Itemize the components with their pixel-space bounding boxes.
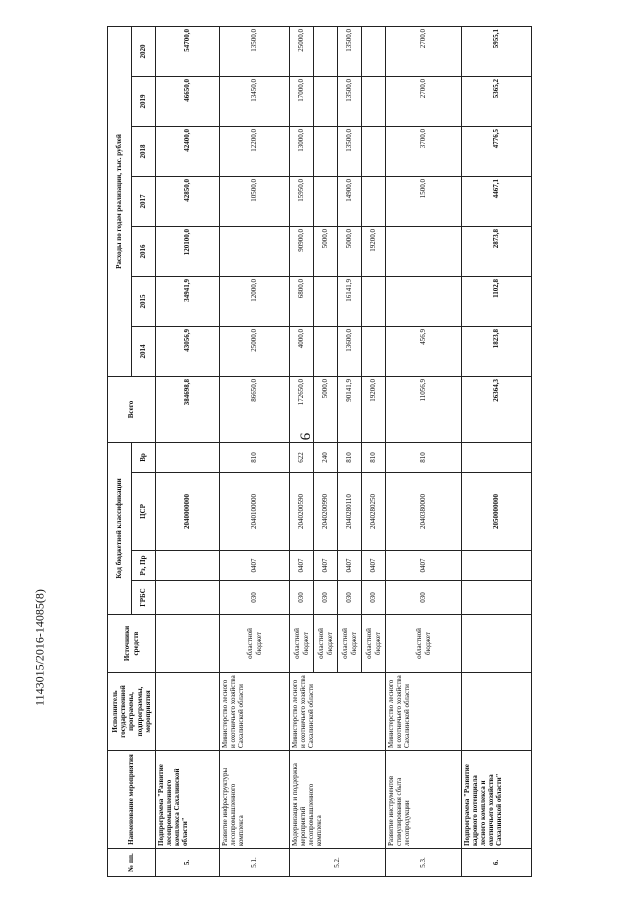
row-year-value (314, 26, 338, 76)
row-year-value (314, 76, 338, 126)
table-row (386, 26, 462, 876)
row-num: 5. (156, 849, 220, 877)
row-rzpr (462, 551, 532, 581)
row-year-value: 6800,0 (290, 276, 314, 326)
row-year-value: 25000,0 (290, 26, 314, 76)
row-year-value: 16141,9 (338, 276, 362, 326)
row-csr: 2040280110 (338, 473, 362, 551)
row-year-value (314, 276, 338, 326)
row-year-value: 13500,0 (338, 76, 362, 126)
row-year-value: 13000,0 (290, 126, 314, 176)
row-executor (462, 673, 532, 751)
header-year: 2015 (132, 276, 156, 326)
row-year-value: 14900,0 (338, 176, 362, 226)
row-rzpr: 0407 (220, 551, 290, 581)
row-year-value: 13500,0 (220, 26, 290, 76)
row-total: 86650,0 (220, 376, 290, 442)
row-year-value: 5365,2 (462, 76, 532, 126)
row-year-value: 13500,0 (338, 26, 362, 76)
row-source: областной бюджет (290, 615, 314, 673)
row-year-value (314, 176, 338, 226)
row-vr: 810 (362, 442, 386, 472)
header-year: 2016 (132, 226, 156, 276)
row-year-value: 5955,1 (462, 26, 532, 76)
row-rzpr: 0407 (338, 551, 362, 581)
row-rzpr: 0407 (314, 551, 338, 581)
row-source: областной бюджет (386, 615, 462, 673)
row-year-value (362, 276, 386, 326)
row-executor: Министерство лесного и охотничьего хозяйства Сахалинской области (290, 673, 386, 751)
row-total: 172650,0 (290, 376, 314, 442)
row-year-value: 3700,0 (386, 126, 462, 176)
row-grbs: 030 (314, 581, 338, 615)
row-name: Развитие инструментов стимулирования сбыта лесопродукции (386, 751, 462, 849)
row-csr: 2040280250 (362, 473, 386, 551)
row-year-value: 42400,0 (156, 126, 220, 176)
row-executor (156, 673, 220, 751)
row-year-value: 90900,0 (290, 226, 314, 276)
table-row (156, 26, 220, 876)
row-name: Подпрограмма "Развитие кадрового потенциала лесного комплекса и охотничьего хозяйства Сахалинской области" (462, 751, 532, 849)
header-year: 2014 (132, 326, 156, 376)
row-year-value: 10500,0 (220, 176, 290, 226)
row-year-value (362, 326, 386, 376)
row-year-value (362, 176, 386, 226)
row-csr: 2040100000 (220, 473, 290, 551)
row-csr: 2040200590 (290, 473, 314, 551)
row-grbs: 030 (386, 581, 462, 615)
row-year-value: 120100,0 (156, 226, 220, 276)
row-vr (462, 442, 532, 472)
row-vr: 810 (338, 442, 362, 472)
row-vr: 622 (290, 442, 314, 472)
budget-table (107, 26, 532, 877)
row-vr (156, 442, 220, 472)
header-executor: Исполнитель государственной программы, подпрограммы, мероприятия (108, 673, 156, 751)
header-num: № пп. (108, 849, 156, 877)
row-source: областной бюджет (362, 615, 386, 673)
row-source (462, 615, 532, 673)
row-grbs (156, 581, 220, 615)
header-name: Наименование мероприятия (108, 751, 156, 849)
row-num: 6. (462, 849, 532, 877)
row-year-value: 456,9 (386, 326, 462, 376)
row-year-value: 13500,0 (338, 126, 362, 176)
row-year-value (386, 276, 462, 326)
row-grbs: 030 (362, 581, 386, 615)
row-year-value: 46650,0 (156, 76, 220, 126)
row-year-value: 13450,0 (220, 76, 290, 126)
row-year-value: 54700,0 (156, 26, 220, 76)
row-grbs: 030 (338, 581, 362, 615)
row-csr: 2050000000 (462, 473, 532, 551)
row-csr: 2040000000 (156, 473, 220, 551)
row-num: 5.3. (386, 849, 462, 877)
row-year-value (362, 26, 386, 76)
row-num: 5.1. (220, 849, 290, 877)
row-year-value: 25000,0 (220, 326, 290, 376)
rotated-table-container (107, 27, 527, 877)
row-year-value: 1500,0 (386, 176, 462, 226)
row-year-value: 2700,0 (386, 26, 462, 76)
row-grbs: 030 (220, 581, 290, 615)
row-year-value: 1823,8 (462, 326, 532, 376)
row-year-value (220, 226, 290, 276)
header-expenses: Расходы по годам реализации, тыс. рублей (108, 26, 132, 376)
row-source: областной бюджет (338, 615, 362, 673)
table-row (220, 26, 290, 876)
row-executor: Министерство лесного и охотничьего хозяйства Сахалинской области (220, 673, 290, 751)
header-total: Всего (108, 376, 156, 442)
row-year-value: 4467,1 (462, 176, 532, 226)
row-csr: 2040380000 (386, 473, 462, 551)
row-rzpr: 0407 (362, 551, 386, 581)
row-vr: 810 (220, 442, 290, 472)
row-year-value: 17000,0 (290, 76, 314, 126)
row-year-value (314, 326, 338, 376)
row-year-value: 5000,0 (314, 226, 338, 276)
row-year-value: 12200,0 (220, 126, 290, 176)
row-year-value: 4776,5 (462, 126, 532, 176)
row-year-value: 5000,0 (338, 226, 362, 276)
row-total: 384698,8 (156, 376, 220, 442)
header-csr: ЦСР (132, 473, 156, 551)
row-year-value: 2700,0 (386, 76, 462, 126)
row-year-value: 12000,0 (220, 276, 290, 326)
row-year-value (386, 226, 462, 276)
row-total: 11056,9 (386, 376, 462, 442)
header-year: 2017 (132, 176, 156, 226)
header-year: 2018 (132, 126, 156, 176)
header-year: 2020 (132, 26, 156, 76)
row-rzpr: 0407 (386, 551, 462, 581)
row-executor: Министерство лесного и охотничьего хозяйства Сахалинской области (386, 673, 462, 751)
table-row (290, 26, 314, 876)
row-csr: 2040200990 (314, 473, 338, 551)
row-year-value: 1102,8 (462, 276, 532, 326)
header-vr: Вр (132, 442, 156, 472)
row-year-value: 13600,0 (338, 326, 362, 376)
row-grbs (462, 581, 532, 615)
row-total: 5000,0 (314, 376, 338, 442)
page-number: 9 (296, 432, 313, 441)
row-year-value: 43056,9 (156, 326, 220, 376)
row-num: 5.2. (290, 849, 386, 877)
header-year: 2019 (132, 76, 156, 126)
row-year-value: 4000,0 (290, 326, 314, 376)
header-rzpr: Рз, Пр (132, 551, 156, 581)
row-year-value: 15950,0 (290, 176, 314, 226)
row-grbs: 030 (290, 581, 314, 615)
header-source: Источники средств (108, 615, 156, 673)
row-name: Развитие инфраструктуры лесопромышленного комплекса (220, 751, 290, 849)
row-name: Модернизация и поддержка мероприятий лесопромышленного комплекса (290, 751, 386, 849)
row-source (156, 615, 220, 673)
row-year-value (314, 126, 338, 176)
row-vr: 810 (386, 442, 462, 472)
document-code: 1143015/2016-14085(8) (32, 589, 47, 706)
row-year-value: 2873,8 (462, 226, 532, 276)
row-vr: 240 (314, 442, 338, 472)
row-rzpr (156, 551, 220, 581)
row-year-value: 34941,9 (156, 276, 220, 326)
header-budget-code: Код бюджетной классификации (108, 442, 132, 614)
row-name: Подпрограмма "Развитие лесопромышленного комплекса Сахалинской области" (156, 751, 220, 849)
row-source: областной бюджет (220, 615, 290, 673)
row-year-value: 42850,0 (156, 176, 220, 226)
row-total: 90141,9 (338, 376, 362, 442)
row-year-value (362, 126, 386, 176)
row-year-value (362, 76, 386, 126)
row-total: 19200,0 (362, 376, 386, 442)
row-rzpr: 0407 (290, 551, 314, 581)
header-grbs: ГРБС (132, 581, 156, 615)
row-total: 26364,3 (462, 376, 532, 442)
table-row (462, 26, 532, 876)
row-year-value: 19200,0 (362, 226, 386, 276)
row-source: областной бюджет (314, 615, 338, 673)
